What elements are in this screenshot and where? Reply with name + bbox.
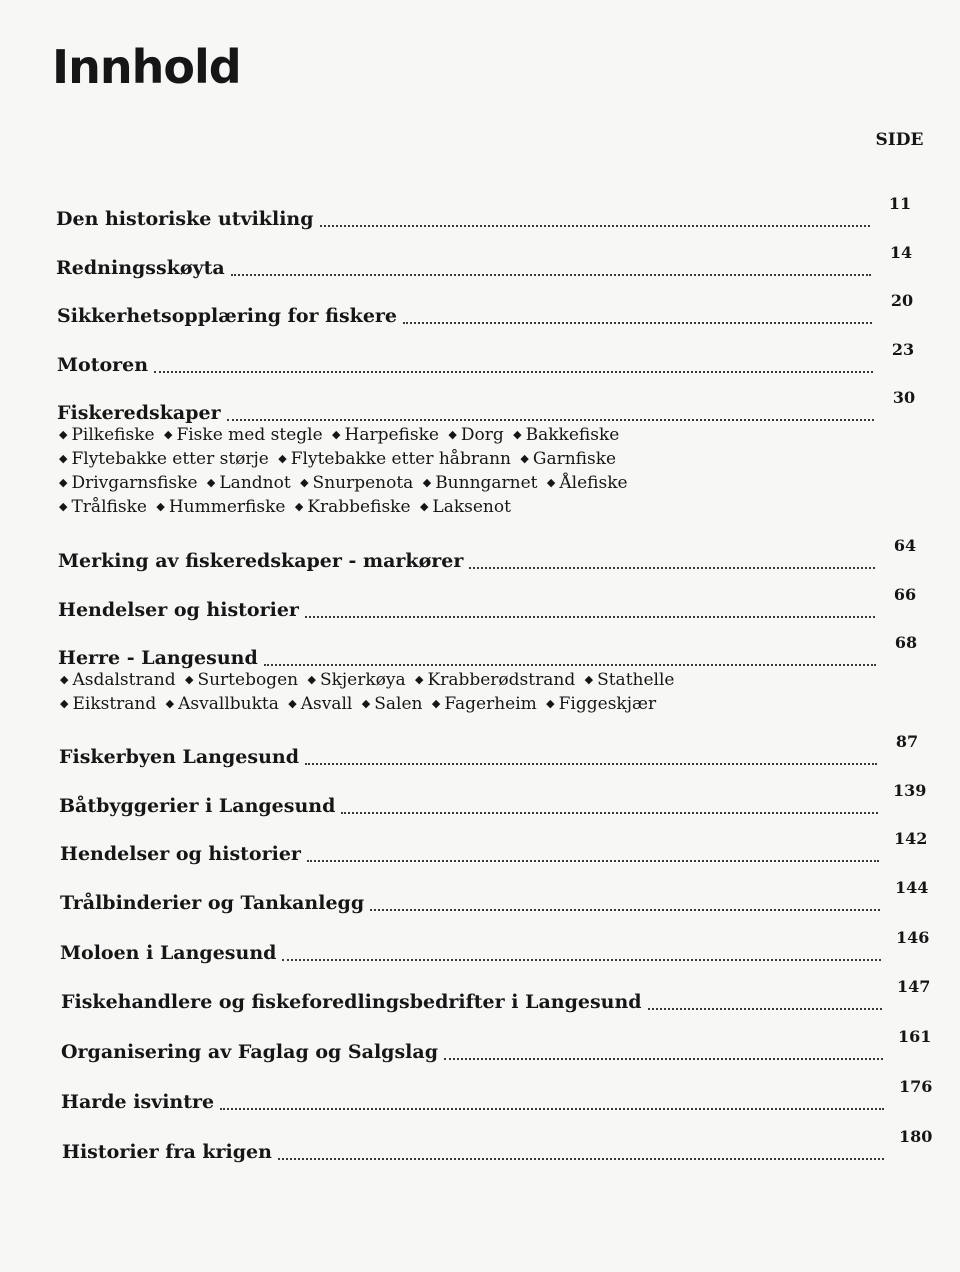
toc-entry-title: Hendelser og historier: [58, 599, 299, 621]
toc-entry-title: Redningsskøyta: [56, 257, 225, 279]
toc-entry-title: Merking av fiskeredskaper - markører: [58, 550, 464, 572]
diamond-bullet-icon: ◆: [584, 673, 594, 686]
toc-entry: [0, 243, 960, 279]
toc-page-number: 20: [890, 291, 914, 310]
toc-subtopics-line: [59, 496, 511, 518]
toc-subtopic: Surtebogen: [197, 670, 299, 690]
dot-leader: [341, 808, 878, 814]
toc-subtopic: Asdalstrand: [72, 670, 176, 690]
toc-entry: [0, 977, 960, 1013]
diamond-bullet-icon: ◆: [288, 697, 297, 710]
toc-entry: [0, 194, 960, 230]
toc-subtopic: Fiske med stegle: [176, 425, 323, 445]
toc-entry-title: Moloen i Langesund: [60, 942, 277, 964]
toc-page-number: 144: [895, 878, 929, 897]
page-column-label: SIDE: [875, 130, 924, 150]
toc-subtopic: Fagerheim: [444, 694, 537, 714]
dot-leader: [648, 1004, 882, 1010]
dot-leader: [444, 1054, 883, 1060]
toc-subtopic: Laksenot: [432, 497, 511, 517]
toc-subtopic: Harpefiske: [344, 425, 439, 445]
toc-page-number: 30: [892, 388, 916, 407]
toc-entry: [0, 878, 960, 914]
toc-entry-title: Trålbinderier og Tankanlegg: [60, 892, 365, 914]
dot-leader: [264, 660, 876, 666]
toc-page-number: 14: [889, 243, 913, 262]
toc-page-number: 11: [888, 194, 912, 213]
toc-entry: [0, 928, 960, 964]
toc-entry: [0, 1027, 960, 1063]
dot-leader: [154, 367, 873, 373]
toc-subtopic: Flytebakke etter størje: [71, 449, 269, 469]
toc-page-number: 142: [894, 829, 928, 848]
diamond-bullet-icon: ◆: [59, 476, 68, 489]
toc-subtopics-line: [59, 448, 616, 470]
toc-subtopic: Pilkefiske: [71, 425, 155, 445]
dot-leader: [307, 856, 879, 862]
diamond-bullet-icon: ◆: [520, 452, 529, 465]
toc-entry: [0, 585, 960, 621]
toc-page-number: 64: [893, 536, 917, 555]
toc-page-number: 176: [899, 1077, 933, 1096]
toc-subtopic: Asvallbukta: [178, 694, 279, 714]
diamond-bullet-icon: ◆: [294, 500, 304, 513]
toc-entry-title: Fiskeredskaper: [57, 402, 221, 424]
toc-entry: [0, 388, 960, 424]
toc-entry-title: Motoren: [57, 354, 149, 376]
dot-leader: [227, 415, 874, 421]
diamond-bullet-icon: ◆: [60, 697, 69, 710]
dot-leader: [305, 759, 877, 765]
toc-subtopic: Flytebakke etter håbrann: [290, 449, 511, 469]
toc-entry-title: Hendelser og historier: [60, 843, 301, 865]
toc-entry-title: Historier fra krigen: [62, 1141, 272, 1163]
toc-page-number: 23: [891, 340, 915, 359]
diamond-bullet-icon: ◆: [206, 476, 216, 489]
toc-subtopic: Trålfiske: [71, 497, 147, 517]
toc-subtopic: Asvall: [300, 694, 353, 714]
dot-leader: [403, 318, 872, 324]
toc-entry-title: Den historiske utvikling: [56, 208, 314, 230]
diamond-bullet-icon: ◆: [448, 428, 457, 441]
toc-page-number: 139: [893, 781, 927, 800]
toc-subtopic: Hummerfiske: [168, 497, 286, 517]
toc-entry: [0, 633, 960, 669]
diamond-bullet-icon: ◆: [156, 500, 165, 513]
diamond-bullet-icon: ◆: [415, 673, 424, 686]
toc-entry-title: Sikkerhetsopplæring for fiskere: [57, 305, 398, 327]
diamond-bullet-icon: ◆: [165, 697, 175, 710]
toc-entry: [0, 829, 960, 865]
toc-subtopic: Landnot: [219, 473, 291, 493]
diamond-bullet-icon: ◆: [59, 428, 68, 441]
toc-entry: [0, 732, 960, 768]
toc-subtopic: Stathelle: [597, 670, 675, 690]
dot-leader: [305, 612, 875, 618]
diamond-bullet-icon: ◆: [163, 428, 173, 441]
toc-subtopic: Skjerkøya: [319, 670, 406, 690]
toc-subtopic: Krabberødstrand: [427, 670, 576, 690]
toc-page-number: 180: [899, 1127, 933, 1146]
diamond-bullet-icon: ◆: [184, 673, 194, 686]
diamond-bullet-icon: ◆: [332, 428, 341, 441]
diamond-bullet-icon: ◆: [546, 697, 555, 710]
toc-page-number: 146: [896, 928, 930, 947]
toc-subtopic: Ålefiske: [559, 473, 628, 493]
toc-subtopics-line: [60, 693, 656, 715]
diamond-bullet-icon: ◆: [513, 428, 522, 441]
toc-entry-title: Harde isvintre: [61, 1091, 215, 1113]
toc-entry: [0, 1077, 960, 1113]
toc-entry-title: Fiskehandlere og fiskeforedlingsbedrifter i Langesund: [61, 991, 642, 1013]
diamond-bullet-icon: ◆: [278, 452, 287, 465]
dot-leader: [220, 1104, 884, 1110]
toc-entry-title: Herre - Langesund: [58, 647, 258, 669]
diamond-bullet-icon: ◆: [300, 476, 309, 489]
toc-subtopics-line: [59, 424, 619, 446]
toc-subtopic: Snurpenota: [312, 473, 414, 493]
toc-subtopic: Krabbefiske: [307, 497, 411, 517]
diamond-bullet-icon: ◆: [361, 697, 371, 710]
toc-entry: [0, 1127, 960, 1163]
toc-subtopic: Figgeskjær: [558, 694, 657, 714]
toc-entry-title: Organisering av Faglag og Salgslag: [61, 1041, 438, 1063]
toc-subtopic: Garnfiske: [532, 449, 617, 469]
toc-entry-title: Fiskerbyen Langesund: [59, 746, 299, 768]
toc-subtopics-line: [60, 669, 674, 691]
dot-leader: [282, 955, 881, 961]
toc-entry: [0, 340, 960, 376]
toc-subtopics-line: [59, 472, 628, 494]
toc-page-number: 161: [898, 1027, 932, 1046]
toc-subtopic: Drivgarnsfiske: [71, 473, 198, 493]
diamond-bullet-icon: ◆: [422, 476, 432, 489]
toc-entry-title: Båtbyggerier i Langesund: [59, 795, 336, 817]
dot-leader: [320, 221, 870, 227]
toc-subtopic: Dorg: [460, 425, 504, 445]
toc-entry: [0, 536, 960, 572]
diamond-bullet-icon: ◆: [59, 452, 68, 465]
toc-subtopic: Bunngarnet: [435, 473, 538, 493]
dot-leader: [231, 270, 871, 276]
diamond-bullet-icon: ◆: [431, 697, 441, 710]
dot-leader: [469, 563, 875, 569]
dot-leader: [370, 905, 880, 911]
diamond-bullet-icon: ◆: [59, 500, 68, 513]
toc-page-number: 66: [893, 585, 917, 604]
toc-page-number: 68: [894, 633, 918, 652]
diamond-bullet-icon: ◆: [419, 500, 429, 513]
dot-leader: [278, 1154, 884, 1160]
toc-entry: [0, 291, 960, 327]
diamond-bullet-icon: ◆: [546, 476, 556, 489]
toc-page-number: 87: [895, 732, 919, 751]
toc-subtopic: Eikstrand: [72, 694, 157, 714]
toc-entry: [0, 781, 960, 817]
toc-page-number: 147: [897, 977, 931, 996]
diamond-bullet-icon: ◆: [307, 673, 316, 686]
diamond-bullet-icon: ◆: [60, 673, 69, 686]
toc-subtopic: Bakkefiske: [525, 425, 620, 445]
toc-subtopic: Salen: [374, 694, 423, 714]
page-title: Innhold: [52, 40, 241, 94]
